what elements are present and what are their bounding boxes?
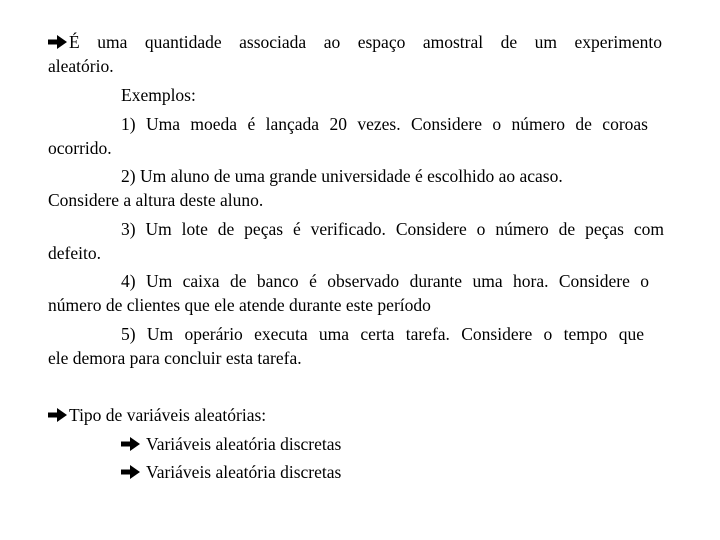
examples-heading: Exemplos:	[121, 85, 196, 105]
example-3-second: defeito.	[48, 243, 101, 263]
example-2-first: 2) Um aluno de uma grande universidade é escolhido ao acaso.	[121, 166, 563, 186]
definition-text: É uma quantidade associada ao espaço amostral de um experimento	[69, 32, 662, 52]
example-5-first: 5) Um operário executa uma certa tarefa. Considere o tempo que	[121, 324, 644, 344]
types-heading-line	[48, 404, 266, 426]
right-arrow-icon	[121, 437, 140, 451]
example-4-first: 4) Um caixa de banco é observado durante uma hora. Considere o	[121, 271, 649, 291]
example-2-second: Considere a altura deste aluno.	[48, 190, 264, 210]
example-4-second: número de clientes que ele atende durante este período	[48, 295, 431, 315]
type-item-1	[121, 433, 341, 455]
type-item-label: Variáveis aleatória discretas	[146, 434, 342, 454]
types-heading: Tipo de variáveis aleatórias:	[69, 405, 267, 425]
example-1-first: 1) Uma moeda é lançada 20 vezes. Considere o número de coroas	[121, 114, 648, 134]
type-item-2	[121, 461, 341, 483]
definition-line-1	[48, 31, 662, 53]
definition-line-2: aleatório.	[48, 56, 114, 76]
example-3-first: 3) Um lote de peças é verificado. Considere o número de peças com	[121, 219, 664, 239]
right-arrow-icon	[48, 408, 67, 422]
example-5-second: ele demora para concluir esta tarefa.	[48, 348, 302, 368]
right-arrow-icon	[121, 465, 140, 479]
right-arrow-icon	[48, 35, 67, 49]
example-1-second: ocorrido.	[48, 138, 112, 158]
type-item-label: Variáveis aleatória discretas	[146, 462, 342, 482]
